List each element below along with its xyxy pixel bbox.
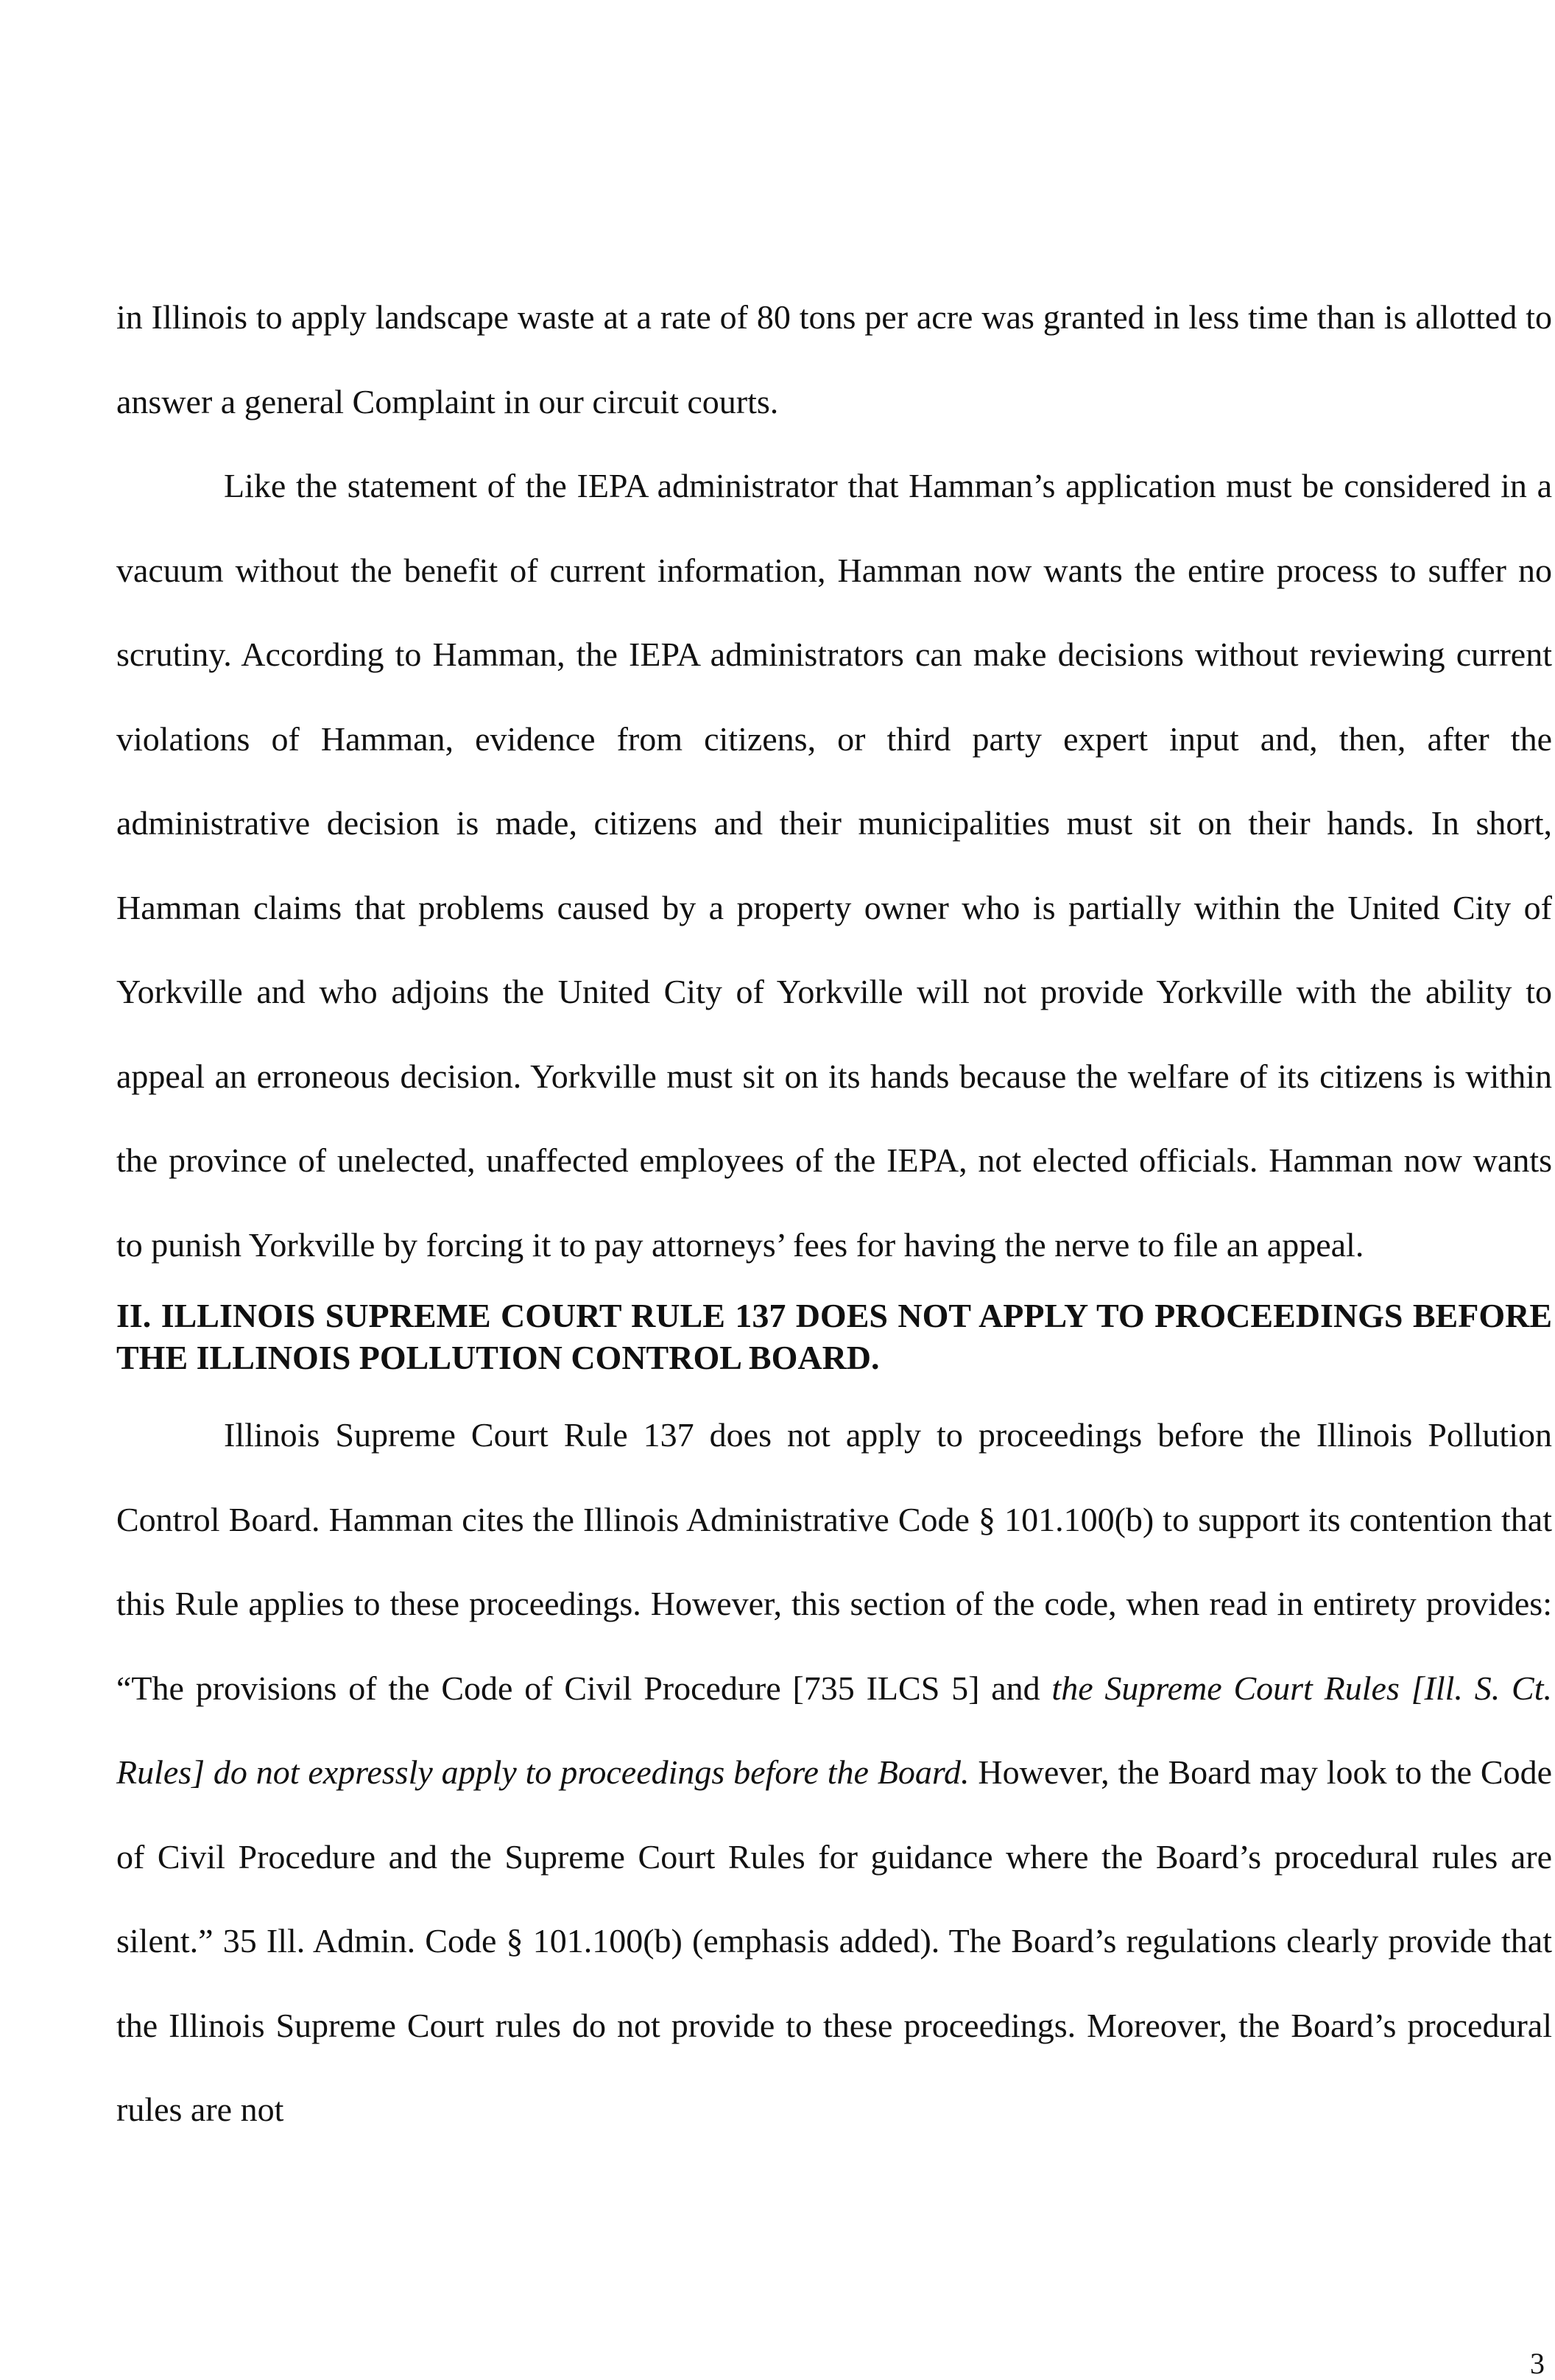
document-body	[116, 275, 1552, 2152]
rule-137-text-part2: However, the Board may look to the Code of Civil Procedure and the Supreme Court Rules for guidance where the Board’s procedural rules are silent.” 35 Ill. Admin. Code § 101.100(b) (emphasis added). The Board’s regulations clearly provide that the Illinois Supreme Court rules do not provide to these proceedings. Moreover, the Board’s procedural rules are not	[116, 1753, 1552, 2128]
rule-137-text-part1: Illinois Supreme Court Rule 137 does not apply to proceedings before the Illinois Pollution Control Board. Hamman cites the Illinois Administrative Code § 101.100(b) to support its contention that this Rule applies to these proceedings. However, this section of the code, when read in entirety provides: “The provisions of the Code of Civil Procedure [735 ILCS 5] and	[116, 1416, 1552, 1707]
rule-137-emphasized-quote: the Supreme Court Rules [Ill. S. Ct. Rules] do not expressly apply to proceedings before the Board.	[116, 1669, 1552, 1791]
paragraph-hamman-scrutiny: Like the statement of the IEPA administrator that Hamman’s application must be considered in a vacuum without the benefit of current information, Hamman now wants the entire process to suffer no scrutiny. According to Hamman, the IEPA administrators can make decisions without reviewing current violations of Hamman, evidence from citizens, or third party expert input and, then, after the administrative decision is made, citizens and their municipalities must sit on their hands. In short, Hamman claims that problems caused by a property owner who is partially within the United City of Yorkville and who adjoins the United City of Yorkville will not provide Yorkville with the ability to appeal an erroneous decision. Yorkville must sit on its hands because the welfare of its citizens is within the province of unelected, unaffected employees of the IEPA, not elected officials. Hamman now wants to punish Yorkville by forcing it to pay attorneys’ fees for having the nerve to file an appeal.	[116, 467, 1552, 1264]
paragraph-continuation: in Illinois to apply landscape waste at a rate of 80 tons per acre was granted in less time than is allotted to answer a general Complaint in our circuit courts.	[116, 298, 1552, 420]
paragraph-rule-137	[116, 1393, 1552, 2152]
section-heading-ii: II. ILLINOIS SUPREME COURT RULE 137 DOES NOT APPLY TO PROCEEDINGS BEFORE THE ILLINOIS POLLUTION CONTROL BOARD.	[116, 1297, 1552, 1376]
page-number: 3	[1530, 2347, 1545, 2380]
